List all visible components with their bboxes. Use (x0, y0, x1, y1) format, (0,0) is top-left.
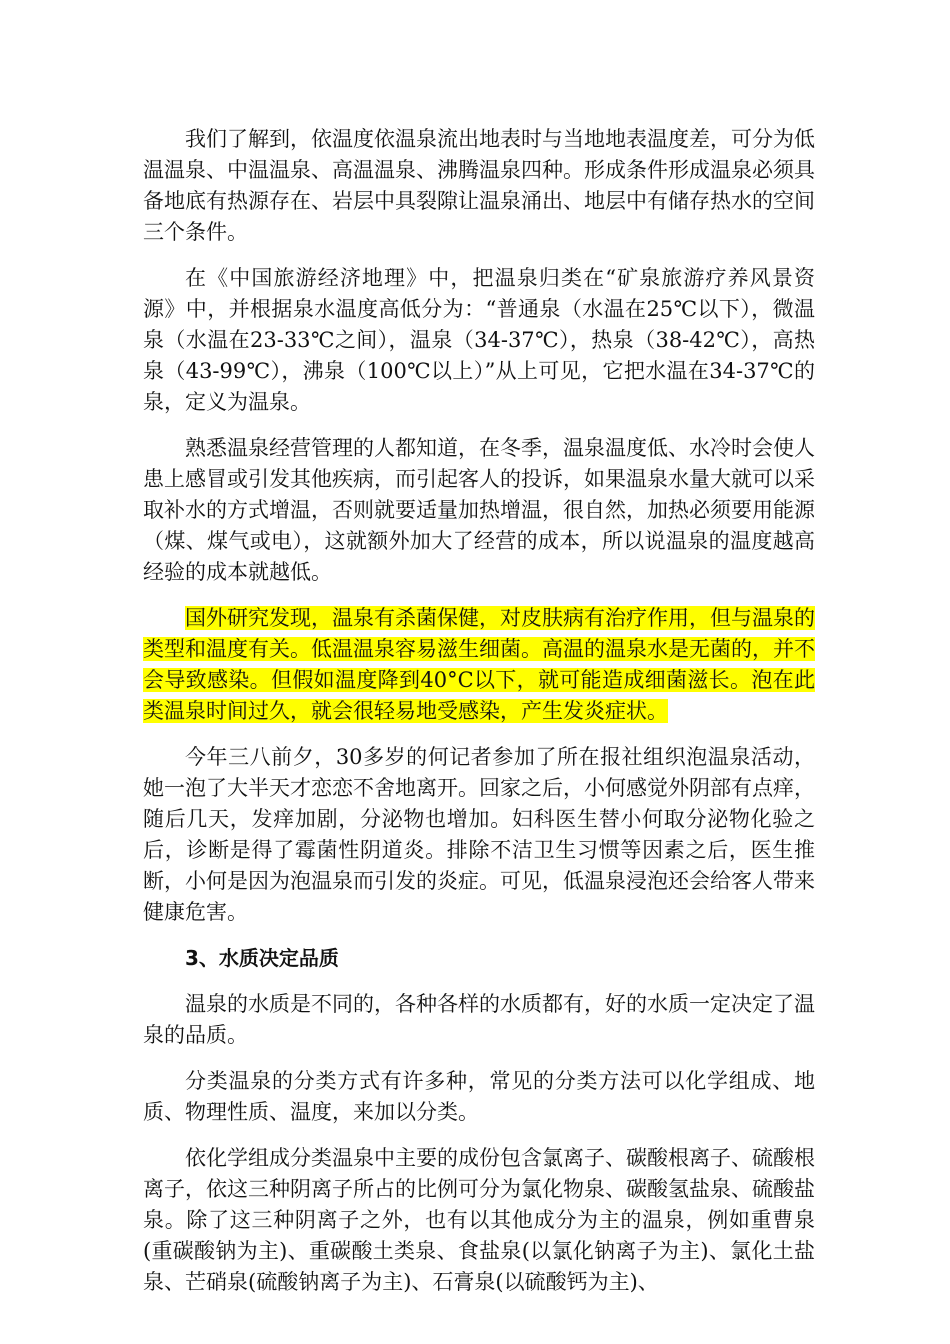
paragraph-water-quality: 温泉的水质是不同的，各种各样的水质都有，好的水质一定决定了温泉的品质。 (143, 992, 815, 1047)
document-body (143, 124, 815, 1313)
paragraph-operation-cost: 熟悉温泉经营管理的人都知道，在冬季，温泉温度低、水冷时会使人患上感冒或引发其他疾病，而引起客人的投诉，如果温泉水量大就可以采取补水的方式增温，否则就要适量加热增温，很自然，加热必须要用能源（煤、煤气或电），这就额外加大了经营的成本，所以说温泉的温度越高经验的成本就越低。 (143, 436, 815, 584)
paragraph-highlighted-research (143, 603, 815, 727)
paragraph-classification-methods: 分类温泉的分类方式有许多种，常见的分类方法可以化学组成、地质、物理性质、温度，来加以分类。 (143, 1069, 815, 1124)
paragraph-tourism-geography: 在《中国旅游经济地理》中，把温泉归类在“矿泉旅游疗养风景资源》中，并根据泉水温度高低分为：“普通泉（水温在25℃以下），微温泉（水温在23-33℃之间），温泉（34-37℃），热泉（38-42℃），高热泉（43-99℃），沸泉（100℃以上）”从上可见，它把水温在34-37℃的泉，定义为温泉。 (143, 266, 815, 414)
paragraph-case-study: 今年三八前夕，30多岁的何记者参加了所在报社组织泡温泉活动，她一泡了大半天才恋恋不舍地离开。回家之后，小何感觉外阴部有点痒，随后几天，发痒加剧，分泌物也增加。妇科医生替小何取分泌物化验之后，诊断是得了霉菌性阴道炎。排除不洁卫生习惯等因素之后，医生推断，小何是因为泡温泉而引发的炎症。可见，低温泉浸泡还会给客人带来健康危害。 (143, 745, 815, 924)
highlighted-text: 国外研究发现，温泉有杀菌保健，对皮肤病有治疗作用，但与温泉的类型和温度有关。低温温泉容易滋生细菌。高温的温泉水是无菌的，并不会导致感染。但假如温度降到40°C以下，就可能造成细菌滋长。泡在此类温泉时间过久，就会很轻易地受感染，产生发炎症状。 (143, 606, 815, 723)
section-heading: 3、水质决定品质 (185, 946, 339, 970)
paragraph-chemical-composition: 依化学组成分类温泉中主要的成份包含氯离子、碳酸根离子、硫酸根离子，依这三种阴离子所占的比例可分为氯化物泉、碳酸氢盐泉、硫酸盐泉。除了这三种阴离子之外，也有以其他成分为主的温泉，例如重曹泉(重碳酸钠为主)、重碳酸土类泉、食盐泉(以氯化钠离子为主)、氯化土盐泉、芒硝泉(硫酸钠离子为主)、石膏泉(以硫酸钙为主)、 (143, 1146, 815, 1294)
paragraph-temperature-classification: 我们了解到，依温度依温泉流出地表时与当地地表温度差，可分为低温温泉、中温温泉、高温温泉、沸腾温泉四种。形成条件形成温泉必须具备地底有热源存在、岩层中具裂隙让温泉涌出、地层中有储存热水的空间三个条件。 (143, 127, 815, 244)
